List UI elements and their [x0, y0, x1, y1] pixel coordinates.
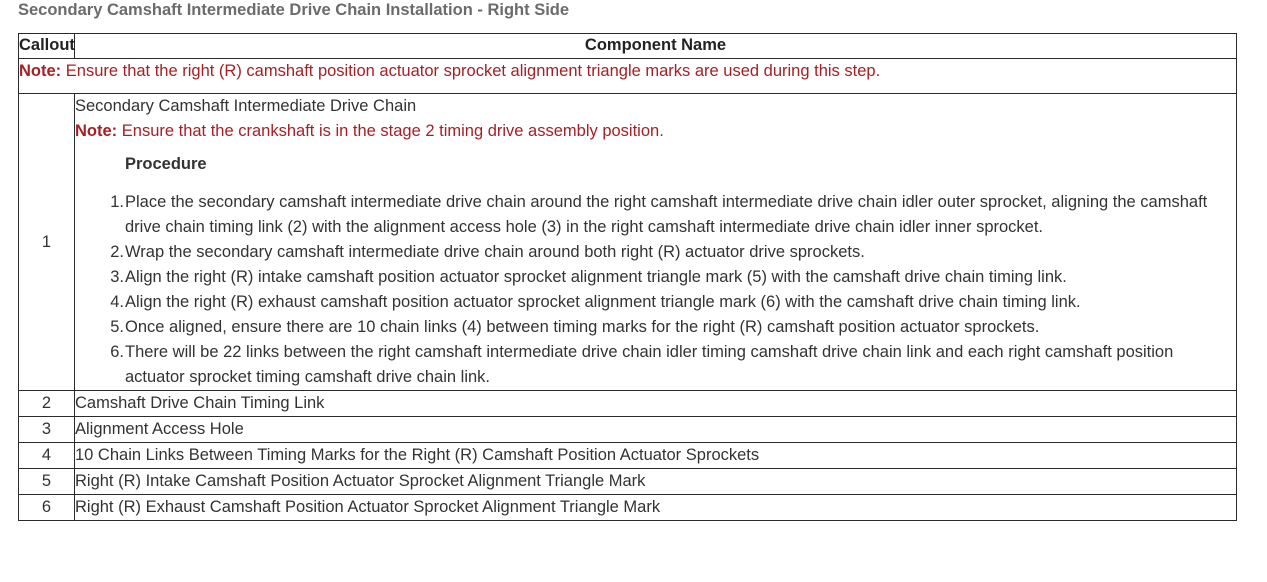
procedure-step [110, 340, 1236, 390]
step-number: 5. [110, 318, 124, 336]
procedure-step [110, 240, 1236, 265]
step-number: 1. [110, 193, 124, 211]
step-text: Once aligned, ensure there are 10 chain links (4) between timing marks for the right (R) camshaft position actuator sprockets. [125, 318, 1040, 336]
top-note [19, 59, 1237, 94]
table-row [19, 469, 1237, 495]
step-number: 3. [110, 268, 124, 286]
callout-column-header: Callout [19, 34, 75, 59]
step-number: 2. [110, 243, 124, 261]
component-name: Right (R) Exhaust Camshaft Position Actuator Sprocket Alignment Triangle Mark [75, 495, 1237, 521]
component-cell [75, 94, 1237, 391]
row-note-text: Ensure that the crankshaft is in the stage 2 timing drive assembly position. [117, 122, 664, 140]
table-row [19, 94, 1237, 391]
table-row [19, 495, 1237, 521]
step-number: 6. [110, 343, 124, 361]
step-text: Wrap the secondary camshaft intermediate drive chain around both right (R) actuator drive sprockets. [125, 243, 865, 261]
component-name: 10 Chain Links Between Timing Marks for the Right (R) Camshaft Position Actuator Sprockets [75, 443, 1237, 469]
step-text: There will be 22 links between the right camshaft intermediate drive chain idler timing camshaft drive chain link and each right camshaft position actuator sprocket timing camshaft drive chain link. [125, 343, 1174, 386]
callout-table [18, 33, 1237, 521]
component-name: Camshaft Drive Chain Timing Link [75, 391, 1237, 417]
table-header-row [19, 34, 1237, 59]
callout-number: 6 [19, 495, 75, 521]
table-row [19, 391, 1237, 417]
component-name-column-header: Component Name [75, 34, 1237, 59]
top-note-text: Ensure that the right (R) camshaft position actuator sprocket alignment triangle marks are used during this step. [61, 62, 881, 80]
table-row [19, 417, 1237, 443]
component-title: Secondary Camshaft Intermediate Drive Chain [75, 97, 417, 115]
row-note-label: Note: [75, 122, 118, 140]
component-name: Alignment Access Hole [75, 417, 1237, 443]
step-text: Place the secondary camshaft intermediate drive chain around the right camshaft intermediate drive chain idler outer sprocket, aligning the camshaft drive chain timing link (2) with the alignment access hole (3) in the right camshaft intermediate drive chain idler inner sprocket. [125, 193, 1208, 236]
procedure-steps [75, 190, 1236, 390]
callout-number: 5 [19, 469, 75, 495]
callout-number: 1 [19, 94, 75, 391]
procedure-heading: Procedure [125, 155, 207, 173]
procedure-step [110, 190, 1236, 240]
page-title: Secondary Camshaft Intermediate Drive Chain Installation - Right Side [18, 1, 570, 19]
procedure-step [110, 290, 1236, 315]
component-name: Right (R) Intake Camshaft Position Actuator Sprocket Alignment Triangle Mark [75, 469, 1237, 495]
top-note-label: Note: [19, 62, 62, 80]
step-text: Align the right (R) exhaust camshaft position actuator sprocket alignment triangle mark (6) with the camshaft drive chain timing link. [125, 293, 1081, 311]
procedure-step [110, 315, 1236, 340]
callout-number: 2 [19, 391, 75, 417]
top-note-row [19, 59, 1237, 94]
table-row [19, 443, 1237, 469]
procedure-step [110, 265, 1236, 290]
step-number: 4. [110, 293, 124, 311]
row-note [75, 119, 1236, 144]
callout-number: 3 [19, 417, 75, 443]
step-text: Align the right (R) intake camshaft position actuator sprocket alignment triangle mark (5) with the camshaft drive chain timing link. [125, 268, 1067, 286]
callout-number: 4 [19, 443, 75, 469]
